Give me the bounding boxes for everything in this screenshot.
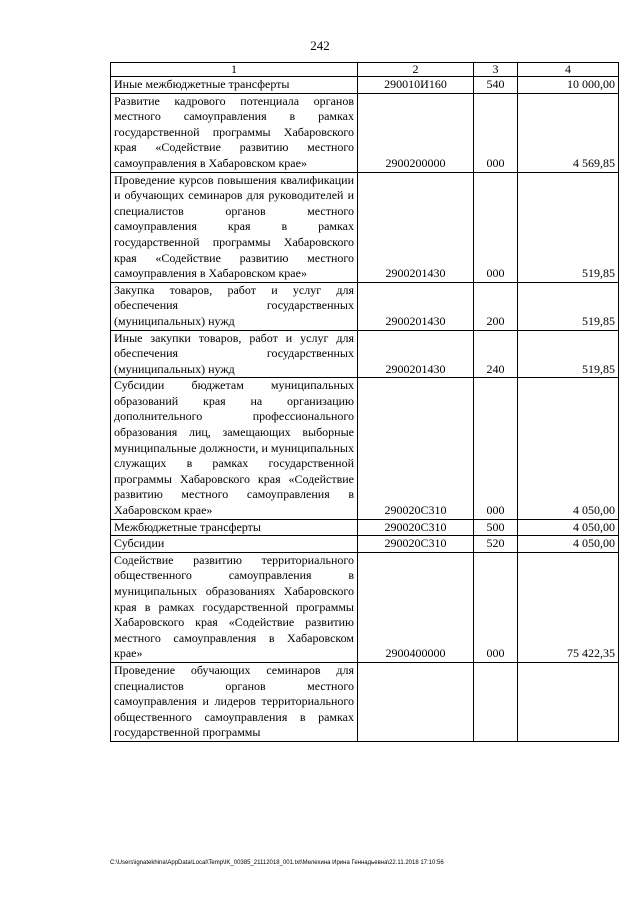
row-code: 2900200000 (358, 93, 474, 172)
row-name: Иные закупки товаров, работ и услуг для обеспечения государственных (муниципальных) нужд (111, 330, 358, 378)
row-name: Межбюджетные трансферты (111, 519, 358, 536)
row-name: Развитие кадрового потенциала органов местного самоуправления в рамках государственной программы Хабаровского края «Содействие развитию местного самоуправления в Хабаровском крае» (111, 93, 358, 172)
row-sum: 519,85 (518, 172, 619, 282)
header-cell-4: 4 (518, 63, 619, 77)
table-row (111, 172, 619, 282)
row-code: 290020С310 (358, 378, 474, 519)
table-row (111, 519, 619, 536)
row-kind: 520 (474, 536, 518, 553)
row-sum: 519,85 (518, 330, 619, 378)
table-row (111, 282, 619, 330)
page-number: 242 (310, 38, 330, 53)
row-kind: 000 (474, 378, 518, 519)
row-name: Содействие развитию территориального общественного самоуправления в муниципальных образованиях Хабаровского края в рамках государственной программы Хабаровского края «Содействие развитию местного самоуправления в Хабаровском крае» (111, 552, 358, 662)
row-code: 2900201430 (358, 172, 474, 282)
row-kind (474, 662, 518, 741)
row-name: Закупка товаров, работ и услуг для обеспечения государственных (муниципальных) нужд (111, 282, 358, 330)
table-row (111, 662, 619, 741)
header-cell-2: 2 (358, 63, 474, 77)
row-name: Субсидии бюджетам муниципальных образований края на организацию дополнительного профессионального образования лиц, замещающих выборные муниципальные должности, и муниципальных служащих в рамках государственной программы Хабаровского края «Содействие развитию местного самоуправления в Хабаровском крае» (111, 378, 358, 519)
row-name: Проведение обучающих семинаров для специалистов органов местного самоуправления и лидеров территориального общественного самоуправления в рамках государственной программы (111, 662, 358, 741)
row-sum: 75 422,35 (518, 552, 619, 662)
table-row (111, 93, 619, 172)
row-name: Субсидии (111, 536, 358, 553)
table-row (111, 552, 619, 662)
row-code: 290010И160 (358, 77, 474, 94)
row-code: 290020С310 (358, 519, 474, 536)
table-row (111, 536, 619, 553)
row-code (358, 662, 474, 741)
row-sum (518, 662, 619, 741)
row-kind: 540 (474, 77, 518, 94)
table-row (111, 77, 619, 94)
row-kind: 000 (474, 93, 518, 172)
row-sum: 10 000,00 (518, 77, 619, 94)
row-sum: 4 050,00 (518, 536, 619, 553)
header-cell-3: 3 (474, 63, 518, 77)
row-kind: 000 (474, 172, 518, 282)
row-kind: 240 (474, 330, 518, 378)
row-kind: 000 (474, 552, 518, 662)
row-sum: 519,85 (518, 282, 619, 330)
row-code: 2900400000 (358, 552, 474, 662)
header-cell-1: 1 (111, 63, 358, 77)
row-sum: 4 050,00 (518, 519, 619, 536)
table-row (111, 378, 619, 519)
row-code: 2900201430 (358, 282, 474, 330)
row-kind: 200 (474, 282, 518, 330)
table-header-row (111, 63, 619, 77)
row-code: 290020С310 (358, 536, 474, 553)
table-row (111, 330, 619, 378)
row-sum: 4 050,00 (518, 378, 619, 519)
document-footer-path: C:\Users\ignatekhina\AppData\Local\Temp\IK_00385_21112018_001.txt\Мелехина Ирина Геннадьевна\22.11.2018 17:10:56 (110, 860, 444, 866)
row-name: Иные межбюджетные трансферты (111, 77, 358, 94)
row-sum: 4 569,85 (518, 93, 619, 172)
row-name: Проведение курсов повышения квалификации и обучающих семинаров для руководителей и специалистов органов местного самоуправления края в рамках государственной программы Хабаровского края «Содействие развитию местного самоуправления в Хабаровском крае» (111, 172, 358, 282)
row-code: 2900201430 (358, 330, 474, 378)
budget-table (110, 62, 619, 742)
row-kind: 500 (474, 519, 518, 536)
